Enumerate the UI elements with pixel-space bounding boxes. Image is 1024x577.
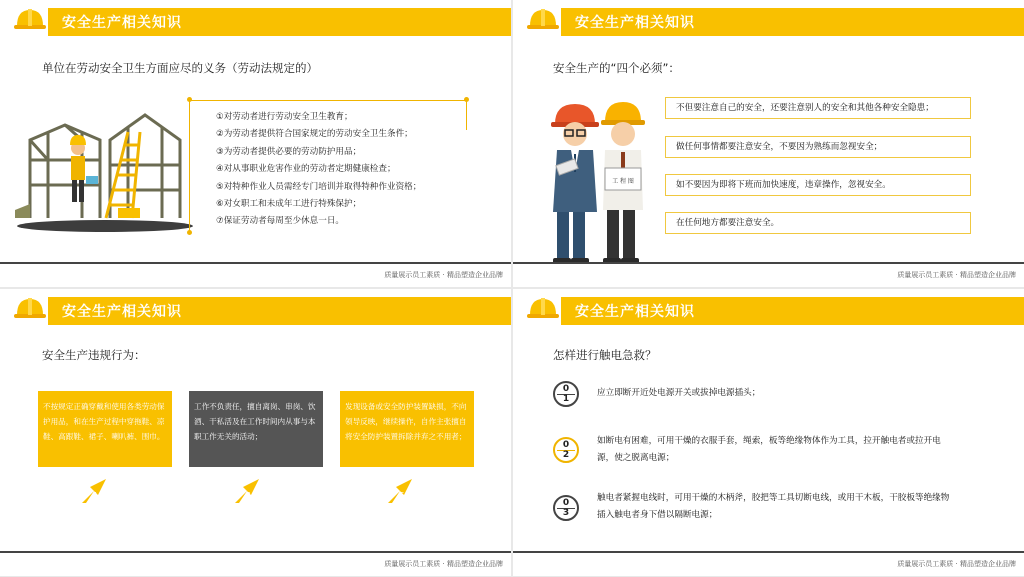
arrow-icon <box>80 477 108 505</box>
step-digit: 3 <box>562 508 570 518</box>
paper-label: 工 程 图 <box>612 178 634 185</box>
step-digit: 1 <box>562 394 570 404</box>
list-item: ⑤对特种作业人员需经专门培训并取得特种作业资格； <box>216 181 422 192</box>
list-item: ⑥对女职工和未成年工进行特殊保护； <box>216 198 362 209</box>
must-item: 不但要注意自己的安全，还要注意别人的安全和其他各种安全隐患； <box>665 97 971 119</box>
divider <box>466 100 467 130</box>
step-number-2 <box>553 437 579 463</box>
slide-footer <box>0 262 511 287</box>
footer-text: 质量展示员工素质 · 精品塑造企业品牌 <box>897 560 1016 568</box>
slide-heading: 安全生产的“四个必须”： <box>553 61 680 75</box>
footer-text: 质量展示员工素质 · 精品塑造企业品牌 <box>384 271 503 279</box>
slide-header <box>513 8 1024 36</box>
list-item: ④对从事职业危害作业的劳动者定期健康检查； <box>216 164 396 175</box>
helmet-icon <box>14 6 46 32</box>
arrow-label: C <box>399 491 404 499</box>
slide-header <box>0 8 511 36</box>
helmet-icon <box>527 295 559 321</box>
section-title: 安全生产相关知识 <box>62 304 182 320</box>
duty-list <box>189 100 466 232</box>
slide-footer <box>0 551 511 576</box>
arrow-icon <box>386 477 414 505</box>
must-item: 在任何地方都要注意安全。 <box>665 212 971 234</box>
list-item: ③为劳动者提供必要的劳动防护用品； <box>216 146 362 157</box>
dot <box>464 97 469 102</box>
divider <box>190 100 466 101</box>
violation-box-b: 工作不负责任，擅自离岗、串岗、饮酒、干私活及在工作时间内从事与本职工作无关的活动； <box>189 391 323 467</box>
arrow-icon <box>233 477 261 505</box>
slide-heading: 单位在劳动安全卫生方面应尽的义务（劳动法规定的） <box>42 61 318 75</box>
section-title: 安全生产相关知识 <box>62 15 182 31</box>
list-item: ②为劳动者提供符合国家规定的劳动安全卫生条件； <box>216 129 413 140</box>
step-text: 触电者紧握电线时，可用干燥的木柄斧，胶把等工具切断电线，或用干木板，干胶板等绝缘物插入触电者身下借以隔断电源； <box>597 493 950 520</box>
list-item: ①对劳动者进行劳动安全卫生教育； <box>216 112 353 122</box>
must-item: 如不要因为即将下班而加快速度，违章操作，忽视安全。 <box>665 174 971 196</box>
step-digit: 2 <box>562 450 570 460</box>
step-number-1 <box>553 381 579 407</box>
must-item: 做任何事情都要注意安全，不要因为熟练而忽视安全； <box>665 136 971 158</box>
arrow-label: B <box>246 491 251 499</box>
slide-header <box>513 297 1024 325</box>
step-digit: 0 <box>562 440 570 450</box>
dot <box>187 230 192 235</box>
violation-box-a: 不按规定正确穿戴和使用各类劳动保护用品，和在生产过程中穿拖鞋、凉鞋、高跟鞋、裙子、喇叭裤、围巾。 <box>38 391 172 467</box>
step-number-3 <box>553 495 579 521</box>
step-digit: 0 <box>562 498 570 508</box>
slide-heading: 怎样进行触电急救？ <box>553 348 657 362</box>
helmet-icon <box>14 295 46 321</box>
footer-text: 质量展示员工素质 · 精品塑造企业品牌 <box>897 271 1016 279</box>
helmet-icon <box>527 6 559 32</box>
construction-illustration <box>10 100 195 235</box>
dot <box>187 97 192 102</box>
slide-2[interactable] <box>513 0 1024 287</box>
slide-footer <box>513 262 1024 287</box>
step-text: 应立即断开近处电源开关或拔掉电源插头； <box>597 388 761 398</box>
step-text: 如断电有困难，可用干燥的衣服手套，绳索，板等绝缘物体作为工具，拉开触电者或拉开电源，使之脱离电源； <box>597 436 941 463</box>
workers-illustration <box>543 92 658 268</box>
slide-4[interactable] <box>513 289 1024 576</box>
arrow-label: A <box>93 491 98 499</box>
step-digit: 0 <box>562 384 570 394</box>
slide-header <box>0 297 511 325</box>
slide-heading: 安全生产违规行为： <box>42 348 146 362</box>
slide-footer <box>513 551 1024 576</box>
section-title: 安全生产相关知识 <box>575 15 695 31</box>
violation-box-c: 发现设备或安全防护装置缺损，不向领导反映，继续操作，自作主张擅自将安全防护装置拆除并弃之不用者； <box>340 391 474 467</box>
list-item: ⑦保证劳动者每周至少休息一日。 <box>216 216 345 227</box>
footer-text: 质量展示员工素质 · 精品塑造企业品牌 <box>384 560 503 568</box>
slide-3[interactable] <box>0 289 511 576</box>
section-title: 安全生产相关知识 <box>575 304 695 320</box>
slide-1[interactable] <box>0 0 511 287</box>
